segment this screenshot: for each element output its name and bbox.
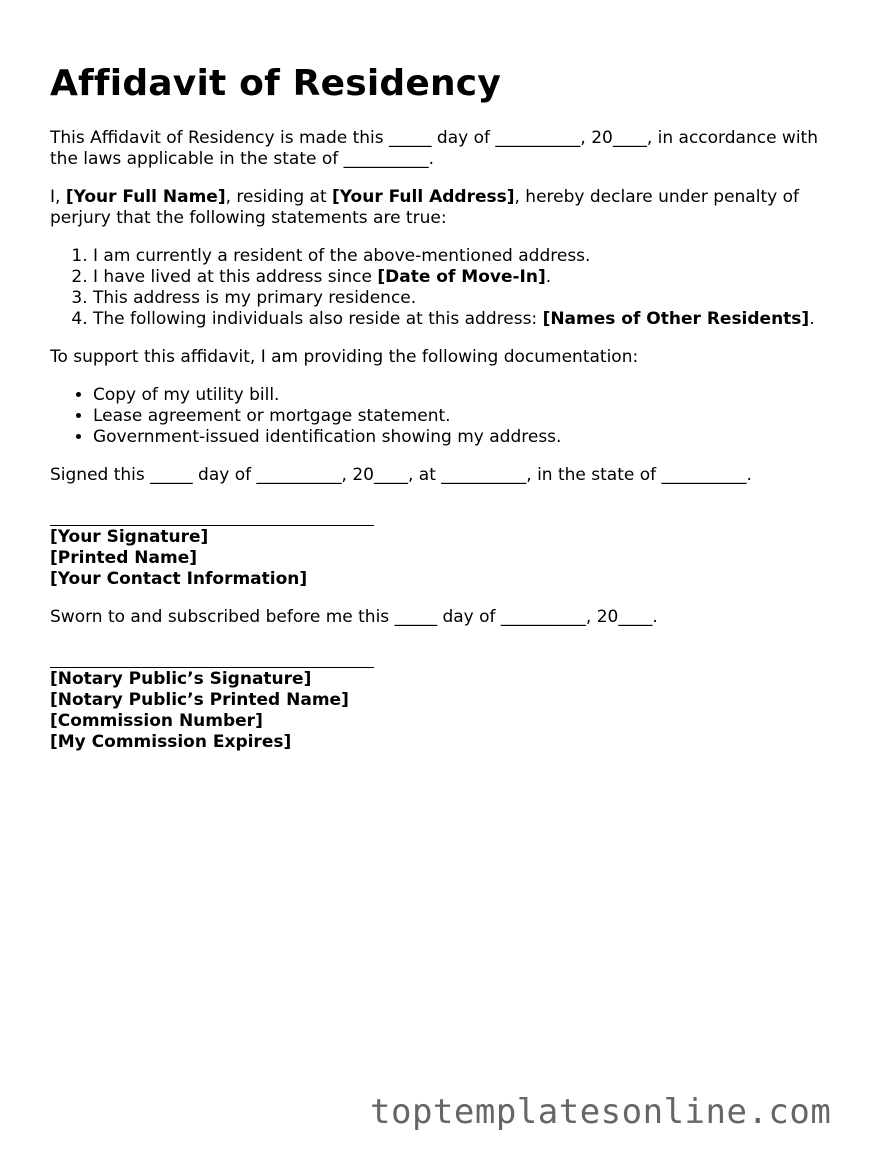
statement-text: I have lived at this address since: [93, 267, 378, 287]
watermark: toptemplatesonline.com: [370, 1092, 832, 1132]
statement-text: I am currently a resident of the above-mentioned address.: [93, 246, 591, 266]
full-address-placeholder: [Your Full Address]: [332, 187, 515, 207]
sworn-line: Sworn to and subscribed before me this _____ day of __________, 20____.: [50, 607, 658, 627]
statement-text: The following individuals also reside at this address:: [93, 309, 543, 329]
statement-text: This address is my primary residence.: [93, 288, 417, 308]
declaration-middle: , residing at: [225, 187, 333, 207]
statement-item: [93, 267, 850, 288]
documentation-intro: To support this affidavit, I am providing the following documentation:: [50, 347, 639, 367]
document-title: Affidavit of Residency: [50, 63, 501, 104]
commission-number-placeholder: [Commission Number]: [50, 711, 263, 731]
move-in-date-placeholder: [Date of Move-In]: [377, 267, 546, 287]
documentation-list: [50, 385, 850, 448]
documentation-item: • Lease agreement or mortgage statement.: [93, 406, 850, 427]
full-name-placeholder: [Your Full Name]: [65, 187, 226, 207]
declaration-paragraph: [50, 187, 850, 229]
signature-block: [50, 507, 850, 590]
other-residents-placeholder: [Names of Other Residents]: [542, 309, 810, 329]
document-body: [50, 128, 850, 770]
signature-line: [50, 507, 374, 526]
statements-list: [50, 246, 850, 330]
notary-signature-placeholder: [Notary Public’s Signature]: [50, 669, 312, 689]
contact-info-placeholder: [Your Contact Information]: [50, 569, 308, 589]
notary-signature-line: [50, 649, 374, 668]
declaration-suffix: , hereby declare under penalty of perjury that the following statements are true:: [50, 187, 799, 228]
statement-item: [93, 288, 850, 309]
notary-printed-name-placeholder: [Notary Public’s Printed Name]: [50, 690, 349, 710]
notary-block: [50, 649, 850, 753]
commission-expires-placeholder: [My Commission Expires]: [50, 732, 292, 752]
statement-item: [93, 246, 850, 267]
documentation-item: • Government-issued identification showing my address.: [93, 427, 850, 448]
printed-name-placeholder: [Printed Name]: [50, 548, 197, 568]
declaration-prefix: I,: [50, 187, 66, 207]
intro-paragraph: This Affidavit of Residency is made this _____ day of __________, 20____, in accordance with the laws applicable in the state of __________.: [50, 128, 818, 169]
statement-suffix: .: [809, 309, 815, 329]
documentation-item: • Copy of my utility bill.: [93, 385, 850, 406]
your-signature-placeholder: [Your Signature]: [50, 527, 209, 547]
statement-suffix: .: [545, 267, 552, 287]
statement-item: [93, 309, 850, 330]
signed-line: Signed this _____ day of __________, 20____, at __________, in the state of __________.: [50, 465, 752, 485]
